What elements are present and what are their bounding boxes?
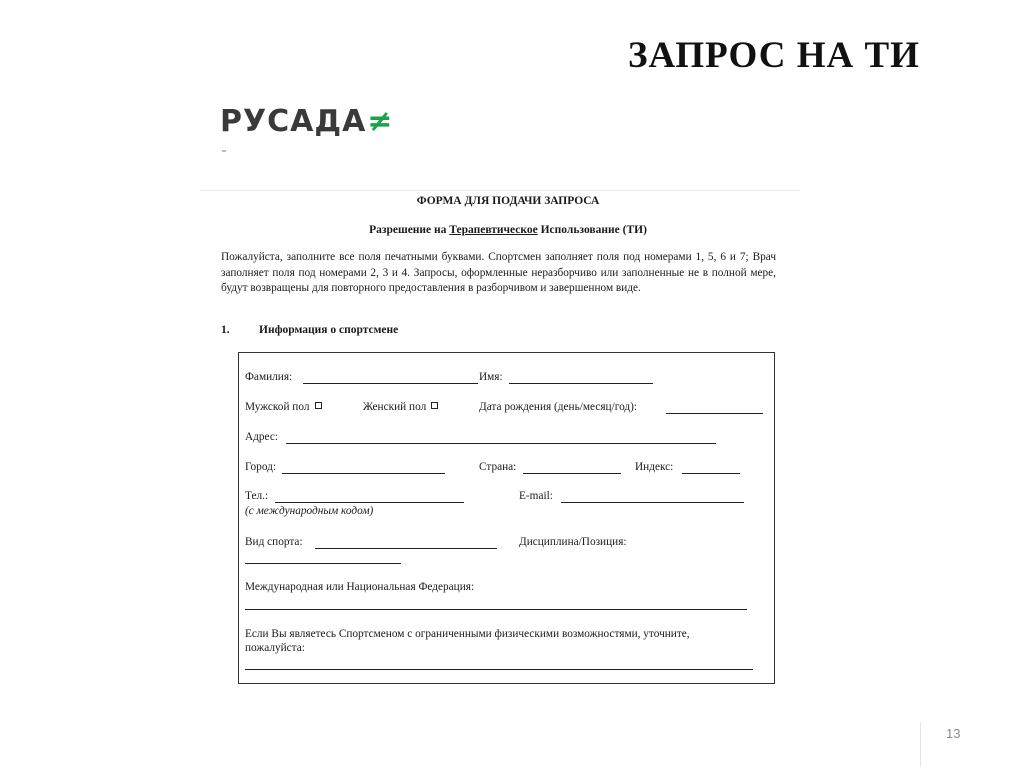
dob-label: Дата рождения (день/месяц/год): — [479, 401, 638, 413]
zip-input-line[interactable] — [682, 473, 740, 474]
federation-input-line[interactable] — [245, 609, 747, 610]
address-input-line[interactable] — [286, 443, 716, 444]
city-label: Город: — [245, 461, 277, 473]
form-subtitle — [220, 224, 796, 236]
slide-title: ЗАПРОС НА ТИ — [628, 35, 920, 76]
subtitle-post: Использование (ТИ) — [537, 224, 647, 236]
surname-label: Фамилия: — [245, 371, 293, 383]
dob-input-line[interactable] — [666, 413, 763, 414]
surname-input-line[interactable] — [303, 383, 478, 384]
male-checkbox[interactable] — [315, 402, 322, 409]
address-label: Адрес: — [245, 431, 279, 443]
city-input-line[interactable] — [282, 473, 445, 474]
section-number: 1. — [221, 324, 230, 336]
sport-label: Вид спорта: — [245, 536, 303, 548]
subtitle-pre: Разрешение на — [369, 224, 450, 236]
country-label: Страна: — [479, 461, 517, 473]
phone-input-line[interactable] — [275, 502, 464, 503]
sport-input-line-2[interactable] — [245, 563, 401, 564]
zip-label: Индекс: — [635, 461, 674, 473]
email-input-line[interactable] — [561, 502, 744, 503]
sport-input-line[interactable] — [315, 548, 497, 549]
subtitle-underlined: Терапевтическое — [449, 224, 538, 236]
form-instructions: Пожалуйста, заполните все поля печатными буквами. Спортсмен заполняет поля под номерами 1, 5, 6 и 7; Врач заполняет поля под номерами 2, 3 и 4. Запросы, оформленные неразборчиво или заполненные не в полной мере, будут возвращены для повторного предоставления в разборчивом и завершенном виде. — [221, 251, 776, 294]
section-heading — [221, 324, 398, 336]
section-title: Информация о спортсмене — [259, 324, 399, 336]
athlete-info-box — [238, 352, 775, 684]
scan-artifact — [222, 150, 226, 152]
federation-label: Международная или Национальная Федерация: — [245, 581, 475, 593]
female-checkbox[interactable] — [431, 402, 438, 409]
disability-label: Если Вы являетесь Спортсменом с ограниченными физическими возможностями, уточните, — [245, 628, 690, 640]
phone-label: Тел.: — [245, 490, 269, 502]
phone-note: (с международным кодом) — [245, 505, 374, 517]
page-number: 13 — [946, 726, 961, 741]
male-label — [245, 400, 322, 414]
logo-text: РУСАДА — [220, 104, 367, 139]
form-title: ФОРМА ДЛЯ ПОДАЧИ ЗАПРОСА — [416, 195, 600, 207]
page-number-rule — [920, 722, 921, 767]
discipline-label: Дисциплина/Позиция: — [519, 536, 627, 548]
logo-mark-icon: ≠ — [367, 104, 394, 139]
disability-input-line[interactable] — [245, 669, 753, 670]
country-input-line[interactable] — [523, 473, 621, 474]
male-text: Мужской пол — [245, 401, 310, 413]
female-text: Женский пол — [363, 401, 427, 413]
disability-label-2: пожалуйста: — [245, 642, 305, 654]
scan-divider — [200, 190, 800, 191]
email-label: E-mail: — [519, 490, 553, 502]
name-label: Имя: — [479, 371, 503, 383]
rusada-logo — [220, 104, 393, 139]
name-input-line[interactable] — [509, 383, 653, 384]
female-label — [363, 400, 438, 414]
